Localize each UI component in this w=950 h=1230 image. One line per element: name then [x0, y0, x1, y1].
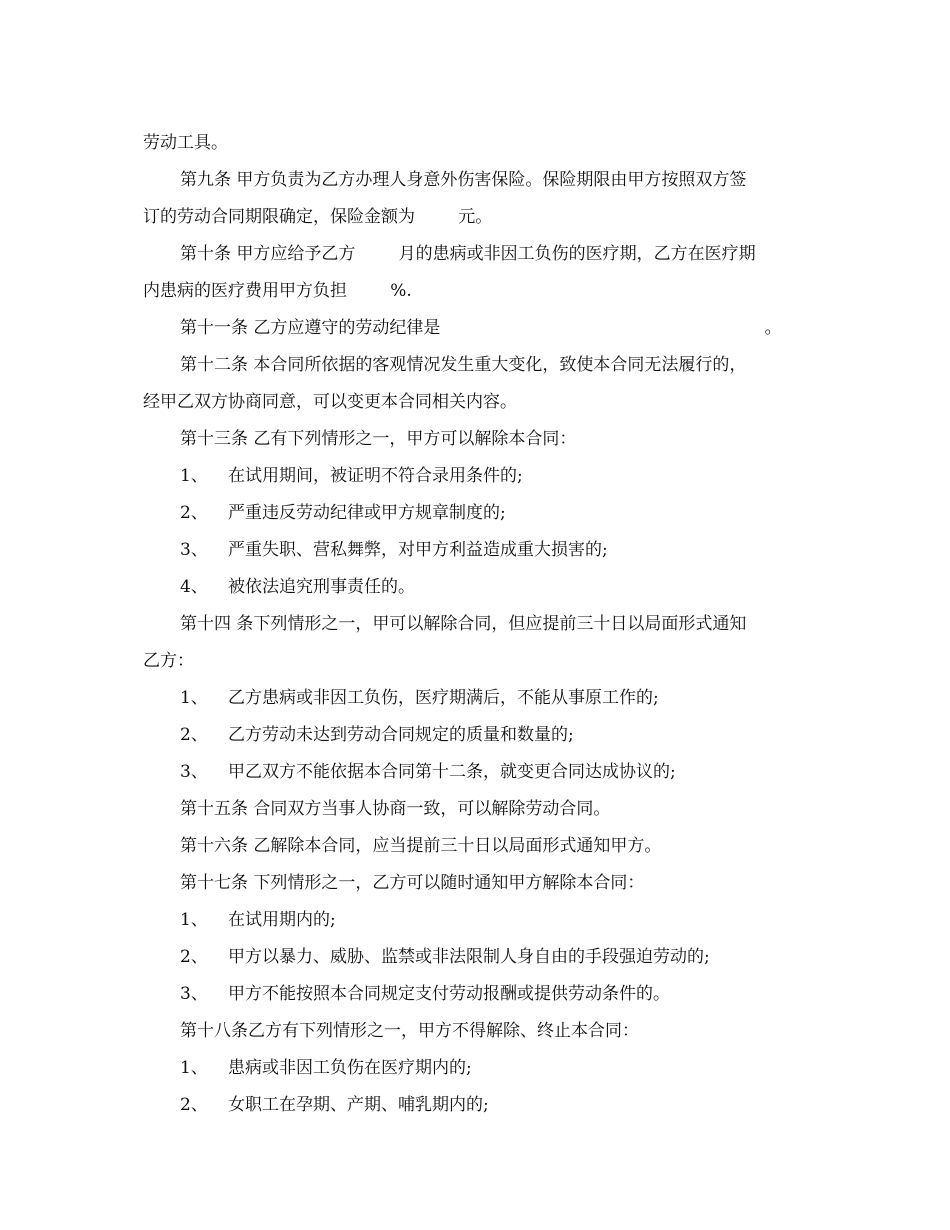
article-10-line-1: 第十条 甲方应给予乙方 月的患病或非因工负伤的医疗期，乙方在医疗期: [180, 244, 756, 264]
article-16-line: 第十六条 乙解除本合同，应当提前三十日以局面形式通知甲方。: [180, 836, 662, 856]
list-item-number: 2、: [180, 1095, 208, 1115]
list-item-number: 3、: [180, 984, 208, 1004]
article-13-line: 第十三条 乙有下列情形之一，甲方可以解除本合同：: [180, 429, 577, 449]
list-item-text: 甲方以暴力、威胁、监禁或非法限制人身自由的手段强迫劳动的;: [228, 947, 710, 967]
list-item-text: 在试用期内的;: [228, 910, 336, 930]
paragraph-line: 劳动工具。: [143, 133, 228, 153]
list-item-number: 1、: [180, 1058, 208, 1078]
list-item-text: 女职工在孕期、产期、哺乳期内的;: [228, 1095, 489, 1115]
article-14-line-2: 乙方：: [143, 651, 194, 671]
list-item-text: 严重失职、营私舞弊，对甲方利益造成重大损害的;: [228, 540, 608, 560]
article-14-line-1: 第十四 条下列情形之一，甲可以解除合同，但应提前三十日以局面形式通知: [180, 614, 747, 634]
list-item-number: 2、: [180, 725, 208, 745]
article-17-line: 第十七条 下列情形之一，乙方可以随时通知甲方解除本合同：: [180, 873, 645, 893]
list-item-number: 4、: [180, 577, 208, 597]
article-10-line-2: 内患病的医疗费用甲方负担 %.: [143, 281, 412, 301]
list-item-number: 1、: [180, 688, 208, 708]
list-item-text: 被依法追究刑事责任的。: [228, 577, 415, 597]
list-item-text: 甲方不能按照本合同规定支付劳动报酬或提供劳动条件的。: [228, 984, 670, 1004]
list-item-text: 乙方劳动未达到劳动合同规定的质量和数量的;: [228, 725, 574, 745]
article-15-line: 第十五条 合同双方当事人协商一致，可以解除劳动合同。: [180, 799, 611, 819]
article-12-line-1: 第十二条 本合同所依据的客观情况发生重大变化，致使本合同无法履行的，: [180, 355, 747, 375]
article-9-line-1: 第九条 甲方负责为乙方办理人身意外伤害保险。保险期限由甲方按照双方签: [180, 170, 747, 190]
article-12-line-2: 经甲乙双方协商同意，可以变更本合同相关内容。: [143, 392, 517, 412]
list-item-text: 严重违反劳动纪律或甲方规章制度的;: [228, 503, 506, 523]
list-item-text: 在试用期间，被证明不符合录用条件的;: [228, 466, 523, 486]
list-item-number: 2、: [180, 947, 208, 967]
list-item-number: 3、: [180, 540, 208, 560]
list-item-number: 1、: [180, 466, 208, 486]
article-18-line: 第十八条乙方有下列情形之一，甲方不得解除、终止本合同：: [180, 1021, 639, 1041]
list-item-text: 乙方患病或非因工负伤，医疗期满后，不能从事原工作的;: [228, 688, 659, 708]
list-item-number: 3、: [180, 762, 208, 782]
list-item-text: 患病或非因工负伤在医疗期内的;: [228, 1058, 472, 1078]
article-9-line-2: 订的劳动合同期限确定，保险金额为 元。: [143, 207, 493, 227]
article-11-line: 第十一条 乙方应遵守的劳动纪律是 。: [180, 318, 782, 338]
list-item-number: 1、: [180, 910, 208, 930]
list-item-number: 2、: [180, 503, 208, 523]
list-item-text: 甲乙双方不能依据本合同第十二条，就变更合同达成协议的;: [228, 762, 676, 782]
